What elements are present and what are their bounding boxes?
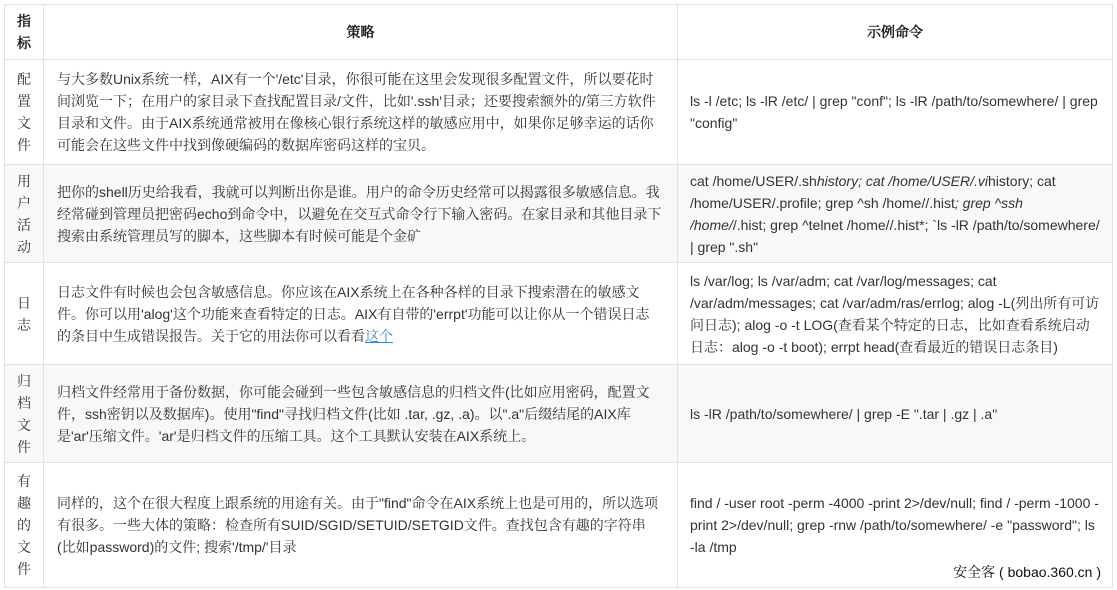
command-text: "config" — [690, 115, 738, 131]
indicator-cell — [4, 463, 44, 588]
strategy-line: 归档文件经常用于备份数据，你可能会碰到一些包含敏感信息的归档文件(比如应用密码，配置文 — [57, 383, 650, 400]
command-line — [690, 403, 1108, 425]
indicator-cell — [4, 365, 44, 463]
indicator-cell — [4, 263, 44, 365]
header-commands-cell — [678, 4, 1113, 60]
command-text: cat /home/USER/.sh — [690, 172, 817, 189]
command-text: history; cat — [988, 172, 1056, 189]
strategy-line: 有很多。一些大体的策略：检查所有SUID/SGID/SETUID/SETGID文件。查找包含有趣的字符串 — [57, 517, 646, 533]
command-text: ls /var/log; ls /var/adm; cat /var/log/messages; cat — [690, 272, 997, 289]
strategy-line: 目录和文件。由于AIX系统通常被用在像核心银行系统这样的敏感应用中，如果你足够幸运的话你 — [57, 115, 654, 131]
command-line — [690, 90, 1108, 112]
strategy-cell — [44, 263, 678, 365]
command-text-italic: /home/ — [690, 216, 733, 233]
header-indicator-cell — [4, 4, 44, 60]
command-text: ls -l /etc; ls -lR /etc/ | grep "conf"; ls -lR /path/to/somewhere/ | grep — [690, 93, 1098, 109]
command-line — [690, 514, 1108, 536]
command-text: find / -user root -perm -4000 -print 2>/dev/null; find / -perm -1000 - — [690, 495, 1099, 511]
command-line — [690, 192, 1108, 214]
indicator-label: 配置文件 — [17, 71, 31, 153]
strategy-line: 搜索由系统管理员写的脚本，这些脚本有时候可能是个金矿 — [57, 227, 421, 244]
command-text-italic: ; grep ^ssh — [954, 194, 1023, 211]
commands-cell — [678, 263, 1113, 365]
command-text: | grep ".sh" — [690, 238, 759, 255]
command-text-italic: history; cat /home/USER/.vi — [816, 172, 988, 189]
strategy-line: 经常碰到管理员把密码echo到命令中，以避免在交互式命令行下输入密码。在家目录和其他目录下 — [57, 205, 662, 222]
strategy-cell — [44, 463, 678, 588]
indicator-label: 日志 — [17, 294, 31, 333]
header-strategy: 策略 — [346, 24, 375, 40]
strategy-line: 同样的，这个在很大程度上跟系统的用途有关。由于"find"命令在AIX系统上也是可用的，所以选项 — [57, 495, 659, 511]
command-text: /.hist; grep ^telnet /home//.hist*; `ls -lR /path/to/somewhere/ — [732, 216, 1100, 233]
command-text: 问日志); alog -o -t LOG(查看某个特定的日志，比如查看系统启动 — [690, 316, 1090, 333]
header-strategy-cell — [44, 4, 678, 60]
command-line — [690, 314, 1108, 336]
header-commands: 示例命令 — [867, 24, 923, 40]
command-text: ls -lR /path/to/somewhere/ | grep -E ".tar | .gz | .a" — [690, 405, 998, 422]
strategy-cell — [44, 60, 678, 165]
indicator-label: 有趣的文件 — [17, 473, 31, 577]
indicator-label: 用户活动 — [17, 172, 31, 255]
strategy-line — [57, 325, 669, 347]
command-text: 日志：alog -o -t boot); errpt head(查看最近的错误日志条目) — [690, 338, 1058, 355]
command-line — [690, 536, 1108, 558]
strategy-text: 的条目中生成错误报告。关于它的用法你可以看看 — [57, 327, 365, 344]
command-line — [690, 236, 1108, 258]
command-line — [690, 270, 1108, 292]
strategy-line: 件。你可以用'alog'这个功能来查看特定的日志。AIX有自带的'errpt'功能可以让你从一个错误日志 — [57, 305, 650, 322]
indicator-cell — [4, 60, 44, 165]
command-text: /home/USER/.profile; grep ^sh /home//.hist — [690, 194, 955, 211]
strategy-line: 件，ssh密钥以及数据库)。使用"find"寻找归档文件(比如 .tar, .gz, .a)。以".a"后缀结尾的AIX库 — [57, 405, 631, 422]
indicator-label: 归档文件 — [17, 372, 31, 455]
strategy-line: 是'ar'压缩文件。'ar'是归档文件的压缩工具。这个工具默认安装在AIX系统上。 — [57, 427, 536, 444]
commands-cell — [678, 365, 1113, 463]
strategy-line: 可能会在这些文件中找到像硬编码的数据库密码这样的宝贝。 — [57, 137, 435, 153]
watermark: 安全客 ( bobao.360.cn ) — [953, 564, 1101, 580]
command-text: /var/adm/messages; cat /var/adm/ras/errlog; alog -L(列出所有可访 — [690, 294, 1100, 311]
command-text: -la /tmp — [690, 539, 737, 555]
command-text: print 2>/dev/null; grep -rnw /path/to/somewhere/ -e "password"; ls — [690, 517, 1095, 533]
indicator-cell — [4, 165, 44, 263]
strategy-line: 与大多数Unix系统一样，AIX有一个'/etc'目录，你很可能在这里会发现很多配置文件，所以要花时 — [57, 71, 654, 87]
strategy-table — [4, 4, 1113, 588]
command-line — [690, 170, 1108, 192]
command-line — [690, 112, 1108, 134]
strategy-cell — [44, 165, 678, 263]
strategy-line: 日志文件有时候也会包含敏感信息。你应该在AIX系统上在各种各样的目录下搜索潜在的敏感文 — [57, 283, 640, 300]
strategy-line: (比如password)的文件; 搜索'/tmp/'目录 — [57, 539, 297, 555]
command-line — [690, 492, 1108, 514]
commands-cell — [678, 165, 1113, 263]
command-line — [690, 336, 1108, 358]
strategy-cell — [44, 365, 678, 463]
header-indicator: 指标 — [17, 13, 31, 51]
commands-cell — [678, 60, 1113, 165]
strategy-line: 把你的shell历史给我看，我就可以判断出你是谁。用户的命令历史经常可以揭露很多敏感信息。我 — [57, 183, 660, 200]
command-line — [690, 292, 1108, 314]
reference-link[interactable]: 这个 — [365, 327, 393, 344]
strategy-line: 间浏览一下；在用户的家目录下查找配置目录/文件，比如'.ssh'目录；还要搜索额外的/第三方软件 — [57, 93, 656, 109]
command-line — [690, 214, 1108, 236]
